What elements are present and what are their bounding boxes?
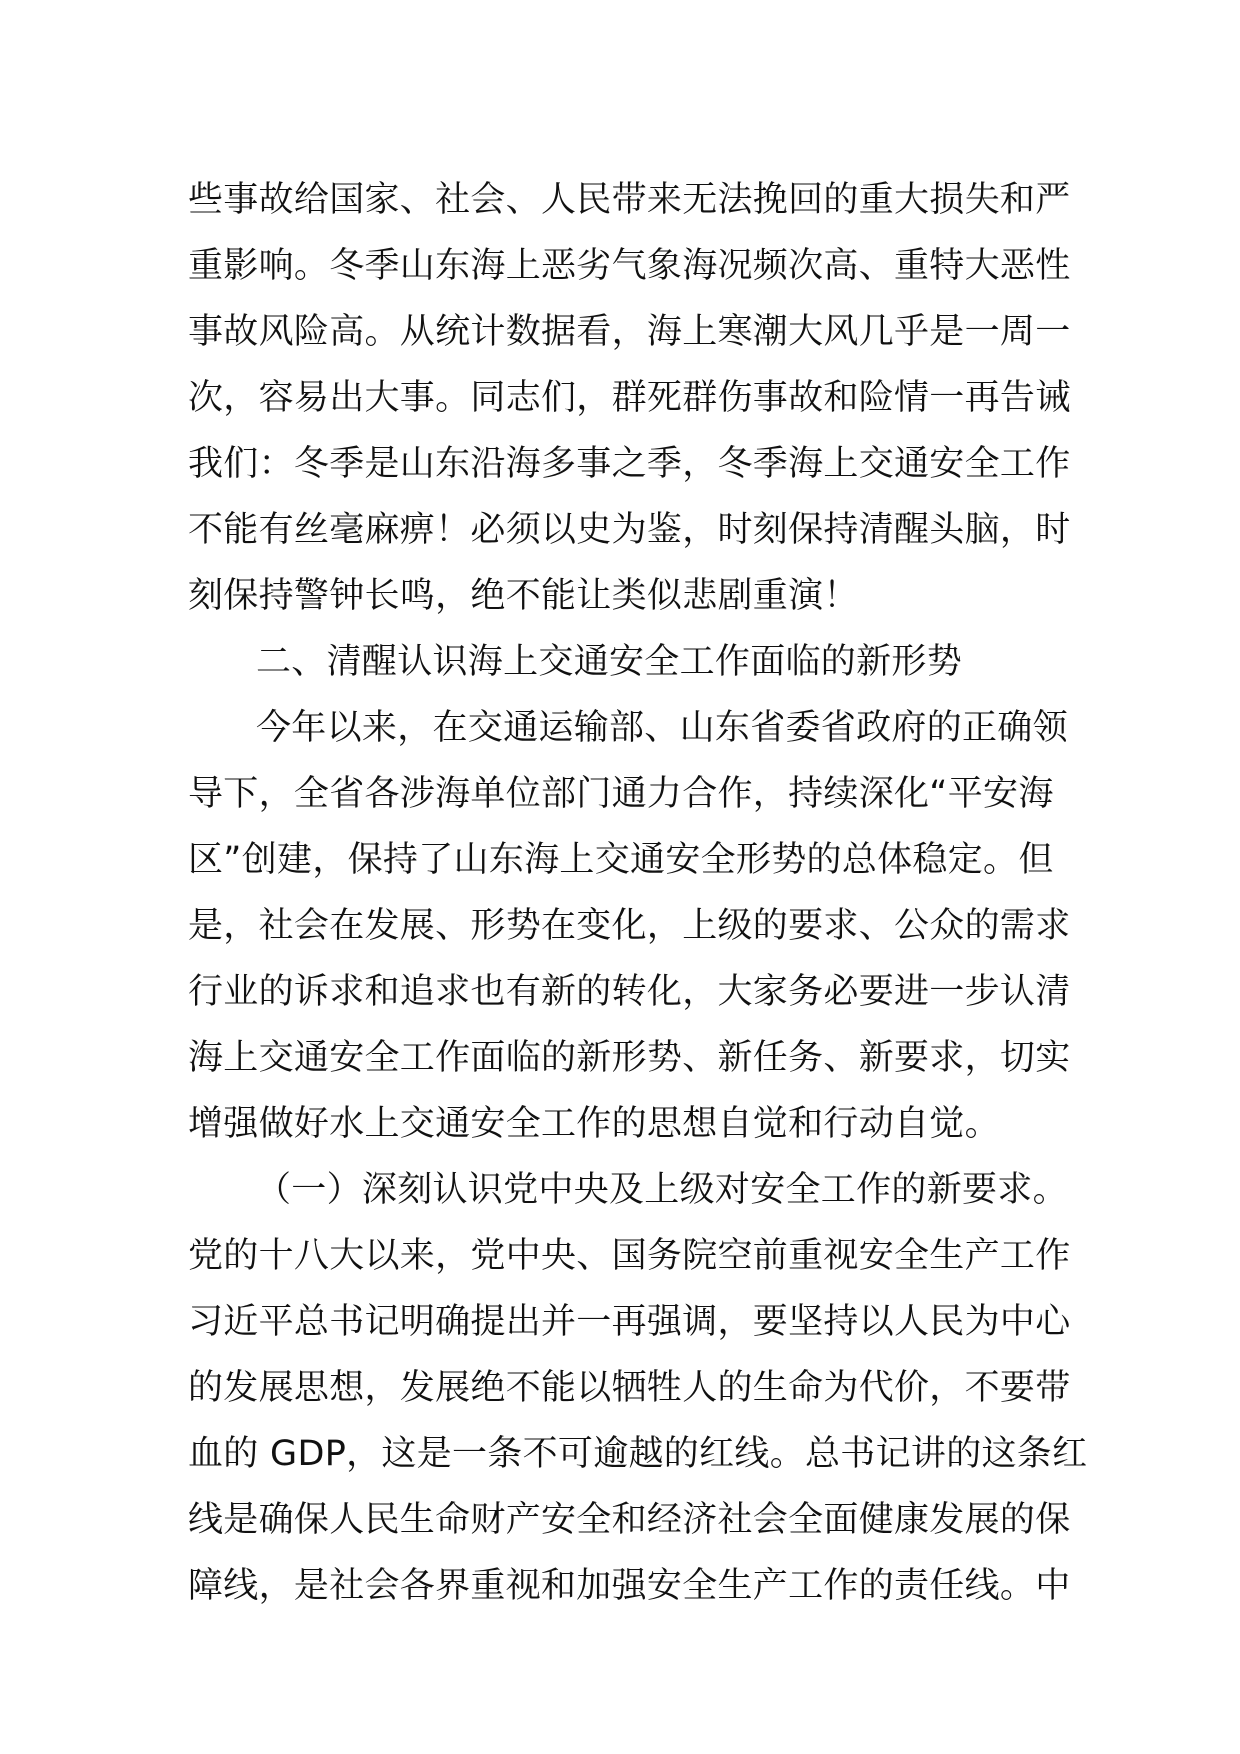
body-text-line: 区”创建，保持了山东海上交通安全形势的总体稳定。但 — [188, 840, 1054, 880]
body-text-line: 我们：冬季是山东沿海多事之季，冬季海上交通安全工作 — [188, 444, 1071, 484]
body-text-line: 些事故给国家、社会、人民带来无法挽回的重大损失和严 — [188, 180, 1071, 220]
body-text-line: 刻保持警钟长鸣，绝不能让类似悲剧重演！ — [188, 576, 859, 616]
body-text-line: 党的十八大以来，党中央、国务院空前重视安全生产工作 — [188, 1236, 1071, 1276]
body-text-line: 习近平总书记明确提出并一再强调，要坚持以人民为中心 — [188, 1302, 1071, 1342]
body-text-line: 不能有丝毫麻痹！必须以史为鉴，时刻保持清醒头脑，时 — [188, 510, 1071, 550]
body-text-line: 障线，是社会各界重视和加强安全生产工作的责任线。中 — [188, 1566, 1071, 1606]
body-text-line: 重影响。冬季山东海上恶劣气象海况频次高、重特大恶性 — [188, 246, 1071, 286]
body-text-line: 海上交通安全工作面临的新形势、新任务、新要求，切实 — [188, 1038, 1071, 1078]
body-text-line: 行业的诉求和追求也有新的转化，大家务必要进一步认清 — [188, 972, 1071, 1012]
body-text-line: 血的 GDP，这是一条不可逾越的红线。总书记讲的这条红 — [188, 1434, 1088, 1474]
body-text-line: 事故风险高。从统计数据看，海上寒潮大风几乎是一周一 — [188, 312, 1071, 352]
section-heading: 二、清醒认识海上交通安全工作面临的新形势 — [256, 642, 963, 682]
subsection-heading: （一）深刻认识党中央及上级对安全工作的新要求。 — [256, 1170, 1068, 1210]
body-text-line: 导下，全省各涉海单位部门通力合作，持续深化“平安海 — [188, 774, 1054, 814]
body-text-line: 次，容易出大事。同志们，群死群伤事故和险情一再告诫 — [188, 378, 1071, 418]
body-text-line: 线是确保人民生命财产安全和经济社会全面健康发展的保 — [188, 1500, 1071, 1540]
body-text-line: 是，社会在发展、形势在变化，上级的要求、公众的需求 — [188, 906, 1071, 946]
paragraph-first-line: 今年以来，在交通运输部、山东省委省政府的正确领 — [256, 708, 1068, 748]
body-text-line: 的发展思想，发展绝不能以牺牲人的生命为代价，不要带 — [188, 1368, 1071, 1408]
body-text-line: 增强做好水上交通安全工作的思想自觉和行动自觉。 — [188, 1104, 1000, 1144]
